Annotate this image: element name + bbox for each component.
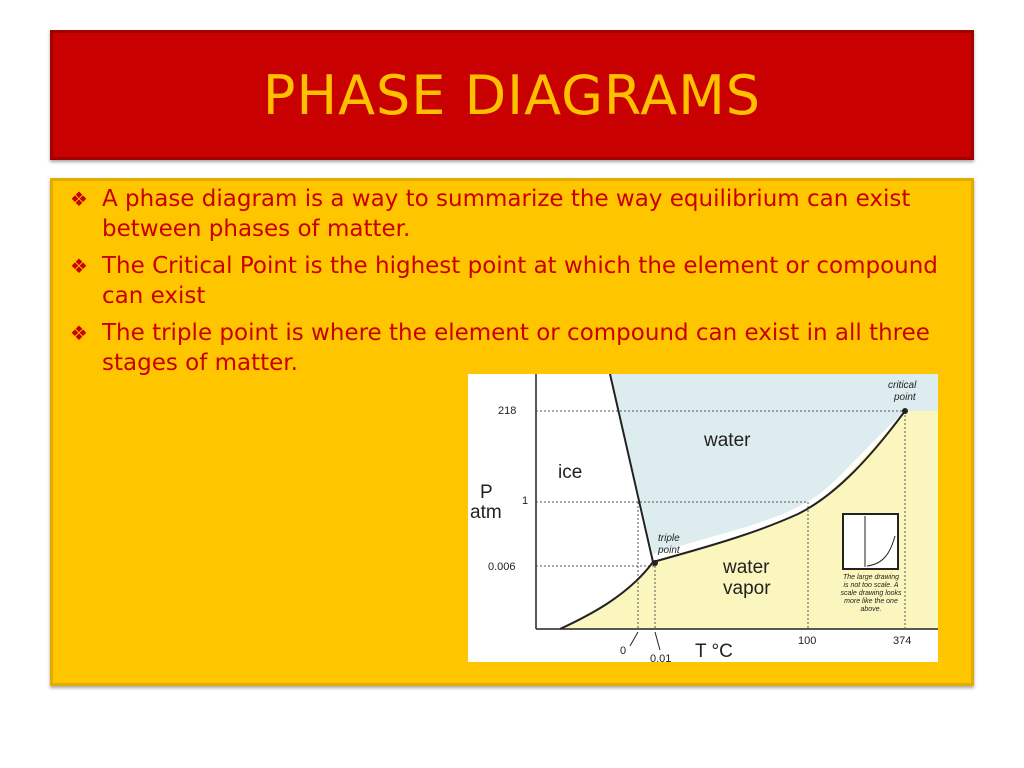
label-triple-2: point [658,545,680,556]
inset-note-line: more like the one [844,598,898,605]
x-tick-0: 0 [620,645,627,657]
label-vapor-1: water [723,557,770,578]
label-critical-1: critical [888,380,917,391]
bullet-list [70,184,950,385]
x-tick-100: 100 [798,635,817,647]
title-banner [50,30,974,160]
label-water: water [704,430,751,451]
y-axis-label-p: P [480,482,493,503]
label-triple-1: triple [658,533,680,544]
y-tick-1: 1 [522,495,529,507]
label-critical-2: point [894,392,916,403]
triple-point-dot [652,560,658,566]
bullet-item [70,251,950,311]
y-tick-218: 218 [498,405,517,417]
inset-note-line: The large drawing [842,574,900,581]
x-tick-001: 0.01 [650,653,672,662]
bullet-text: The triple point is where the element or compound can exist in all three stages of matter. [102,320,930,376]
content-box [50,178,974,686]
diamond-bullet-icon: ❖ [70,321,88,345]
label-vapor-2: vapor [723,578,771,599]
x-axis-label: T °C [695,641,733,662]
x-tick-374: 374 [893,635,912,647]
phase-diagram [468,374,938,662]
inset-note-line: above. [860,606,882,613]
phase-diagram-svg [468,374,938,662]
y-axis-label-atm: atm [470,502,502,523]
bullet-item [70,184,950,244]
inset-note-line: scale drawing looks [840,590,902,597]
vapor-region-extra [905,411,938,629]
diamond-bullet-icon: ❖ [70,254,88,278]
slide-title: PHASE DIAGRAMS [262,63,762,127]
bullet-text: A phase diagram is a way to summarize the way equilibrium can exist between phases of matter. [102,186,911,242]
bullet-text: The Critical Point is the highest point at which the element or compound can exist [102,253,938,309]
bullet-item [70,318,950,378]
label-ice: ice [558,462,583,483]
y-tick-0006: 0.006 [488,561,516,573]
inset-box [843,514,898,569]
inset-note-line: is not too scale. A [843,582,899,589]
diamond-bullet-icon: ❖ [70,187,88,211]
critical-point-dot [902,408,908,414]
